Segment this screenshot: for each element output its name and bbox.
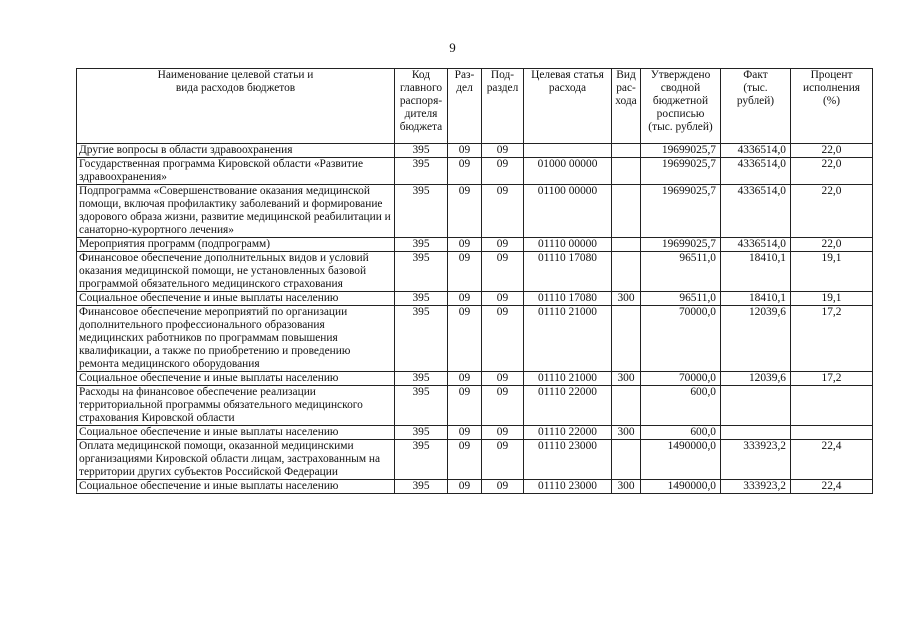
cell-target: 01110 22000 [524,426,612,440]
cell-target [524,144,612,158]
cell-approved: 1490000,0 [641,480,721,494]
cell-approved: 19699025,7 [641,238,721,252]
col-header-target: Целевая статья расхода [524,69,612,144]
cell-fact: 333923,2 [721,480,791,494]
cell-podrazdel: 09 [482,480,524,494]
cell-target: 01110 21000 [524,372,612,386]
cell-code: 395 [395,306,448,372]
cell-percent: 17,2 [791,306,873,372]
cell-podrazdel: 09 [482,158,524,185]
cell-vid [612,185,641,238]
cell-name: Финансовое обеспечение мероприятий по организации дополнительного профессионального образования медицинских работников по программам повышения квалификации, а также по приобретению и проведению ремонта медицинского оборудования [77,306,395,372]
cell-target: 01000 00000 [524,158,612,185]
cell-podrazdel: 09 [482,185,524,238]
table-row [77,306,873,372]
cell-fact: 18410,1 [721,292,791,306]
table-row [77,292,873,306]
cell-name: Оплата медицинской помощи, оказанной медицинскими организациями Кировской области лицам, застрахованным на территории других субъектов Российской Федерации [77,440,395,480]
cell-podrazdel: 09 [482,440,524,480]
cell-approved: 600,0 [641,386,721,426]
cell-approved: 1490000,0 [641,440,721,480]
cell-razdel: 09 [448,386,482,426]
cell-fact: 18410,1 [721,252,791,292]
cell-name: Государственная программа Кировской области «Развитие здравоохранения» [77,158,395,185]
cell-approved: 70000,0 [641,372,721,386]
cell-name: Социальное обеспечение и иные выплаты населению [77,480,395,494]
cell-name: Социальное обеспечение и иные выплаты населению [77,292,395,306]
cell-target: 01110 21000 [524,306,612,372]
cell-percent: 17,2 [791,372,873,386]
cell-vid [612,144,641,158]
cell-percent [791,426,873,440]
page-number: 9 [449,40,456,55]
cell-fact: 12039,6 [721,306,791,372]
cell-approved: 70000,0 [641,306,721,372]
cell-code: 395 [395,252,448,292]
cell-vid: 300 [612,292,641,306]
cell-razdel: 09 [448,158,482,185]
table-header-row [77,69,873,144]
table-row [77,252,873,292]
cell-approved: 19699025,7 [641,185,721,238]
cell-fact: 333923,2 [721,440,791,480]
table-row [77,158,873,185]
cell-podrazdel: 09 [482,144,524,158]
cell-percent: 22,0 [791,144,873,158]
cell-target: 01110 23000 [524,480,612,494]
cell-vid: 300 [612,426,641,440]
cell-razdel: 09 [448,480,482,494]
cell-fact: 12039,6 [721,372,791,386]
cell-vid: 300 [612,372,641,386]
cell-approved: 19699025,7 [641,158,721,185]
col-header-name: Наименование целевой статьи и вида расходов бюджетов [77,69,395,144]
cell-code: 395 [395,440,448,480]
cell-podrazdel: 09 [482,372,524,386]
cell-fact: 4336514,0 [721,158,791,185]
cell-approved: 19699025,7 [641,144,721,158]
table-row [77,480,873,494]
cell-vid [612,440,641,480]
cell-fact: 4336514,0 [721,144,791,158]
cell-code: 395 [395,158,448,185]
cell-percent: 22,4 [791,440,873,480]
col-header-fact: Факт (тыс. рублей) [721,69,791,144]
cell-percent: 19,1 [791,292,873,306]
cell-code: 395 [395,144,448,158]
cell-target: 01110 17080 [524,252,612,292]
cell-podrazdel: 09 [482,426,524,440]
cell-razdel: 09 [448,252,482,292]
cell-vid [612,158,641,185]
col-header-approved: Утверждено сводной бюджетной росписью (тыс. рублей) [641,69,721,144]
table-row [77,426,873,440]
cell-code: 395 [395,292,448,306]
table-row [77,372,873,386]
cell-percent: 22,4 [791,480,873,494]
cell-name: Социальное обеспечение и иные выплаты населению [77,372,395,386]
cell-target: 01110 22000 [524,386,612,426]
cell-code: 395 [395,185,448,238]
cell-target: 01110 23000 [524,440,612,480]
cell-vid [612,238,641,252]
cell-razdel: 09 [448,185,482,238]
cell-fact: 4336514,0 [721,238,791,252]
cell-code: 395 [395,426,448,440]
cell-podrazdel: 09 [482,252,524,292]
cell-fact [721,426,791,440]
cell-podrazdel: 09 [482,292,524,306]
cell-razdel: 09 [448,426,482,440]
cell-percent: 19,1 [791,252,873,292]
cell-name: Финансовое обеспечение дополнительных видов и условий оказания медицинской помощи, не установленных базовой программой обязательного медицинского страхования [77,252,395,292]
cell-approved: 96511,0 [641,292,721,306]
col-header-percent: Процент исполнения (%) [791,69,873,144]
cell-name: Мероприятия программ (подпрограмм) [77,238,395,252]
cell-code: 395 [395,480,448,494]
cell-name: Социальное обеспечение и иные выплаты населению [77,426,395,440]
cell-code: 395 [395,386,448,426]
cell-target: 01110 00000 [524,238,612,252]
table-row [77,238,873,252]
cell-razdel: 09 [448,372,482,386]
cell-razdel: 09 [448,238,482,252]
budget-execution-table [76,68,873,494]
cell-razdel: 09 [448,292,482,306]
cell-fact: 4336514,0 [721,185,791,238]
cell-approved: 600,0 [641,426,721,440]
cell-vid: 300 [612,480,641,494]
cell-approved: 96511,0 [641,252,721,292]
table-row [77,440,873,480]
cell-podrazdel: 09 [482,386,524,426]
cell-target: 01100 00000 [524,185,612,238]
col-header-razdel: Раз- дел [448,69,482,144]
col-header-podrazdel: Под- раздел [482,69,524,144]
cell-vid [612,386,641,426]
cell-name: Другие вопросы в области здравоохранения [77,144,395,158]
cell-vid [612,306,641,372]
cell-name: Подпрограмма «Совершенствование оказания медицинской помощи, включая профилактику заболеваний и формирование здорового образа жизни, развитие медицинской реабилитации и санаторно-курортного лечения» [77,185,395,238]
cell-podrazdel: 09 [482,238,524,252]
cell-percent: 22,0 [791,158,873,185]
col-header-vid: Вид рас- хода [612,69,641,144]
cell-vid [612,252,641,292]
cell-code: 395 [395,238,448,252]
table-row [77,185,873,238]
cell-code: 395 [395,372,448,386]
cell-percent: 22,0 [791,185,873,238]
col-header-code: Код главного распоря- дителя бюджета [395,69,448,144]
cell-percent [791,386,873,426]
cell-razdel: 09 [448,144,482,158]
cell-name: Расходы на финансовое обеспечение реализации территориальной программы обязательного медицинского страхования Кировской области [77,386,395,426]
table-row [77,144,873,158]
cell-razdel: 09 [448,306,482,372]
cell-fact [721,386,791,426]
cell-razdel: 09 [448,440,482,480]
cell-percent: 22,0 [791,238,873,252]
table-row [77,386,873,426]
cell-target: 01110 17080 [524,292,612,306]
cell-podrazdel: 09 [482,306,524,372]
